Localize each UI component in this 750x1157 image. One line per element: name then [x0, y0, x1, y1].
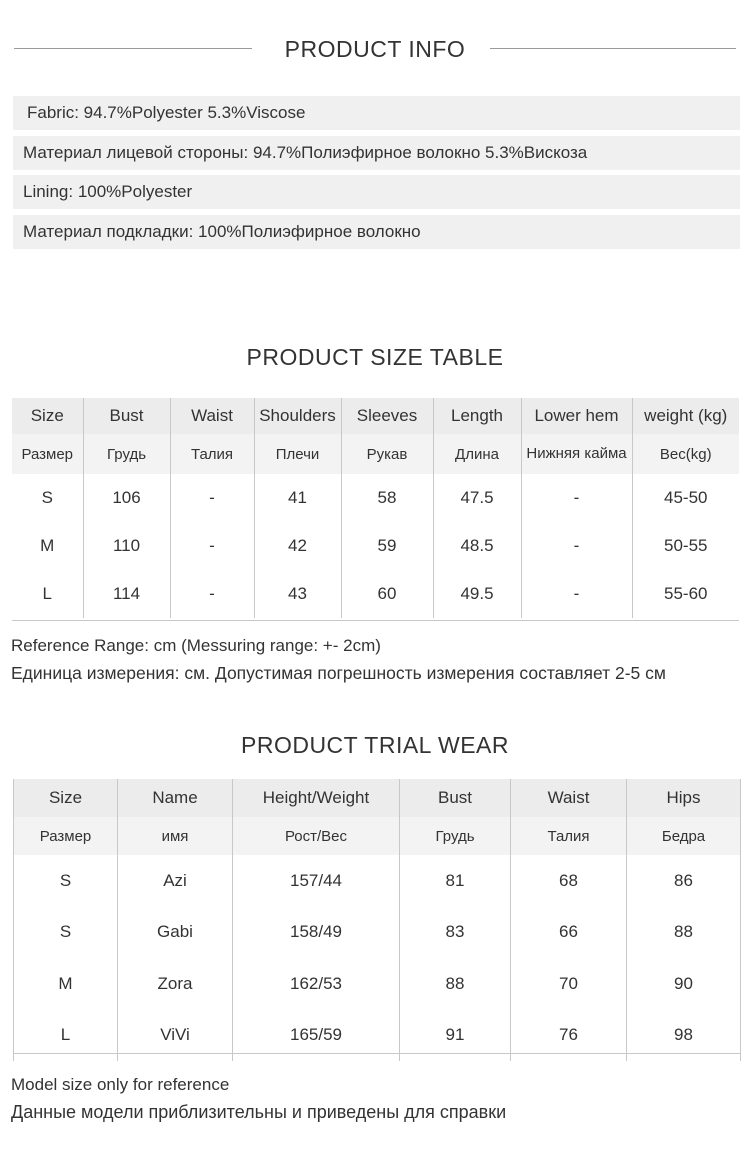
size-table-note-en: Reference Range: cm (Messuring range: +- 2cm) [11, 636, 381, 655]
col-header: Name [118, 779, 233, 817]
trial-note-en: Model size only for reference [11, 1075, 230, 1094]
table-cell: 47.5 [433, 474, 521, 522]
table-cell: 88 [400, 958, 511, 1009]
col-header-ru: Рост/Вес [233, 817, 400, 855]
table-cell: - [521, 570, 632, 618]
table-cell: - [170, 474, 254, 522]
size-table-header-en [12, 398, 739, 434]
col-header: Waist [170, 398, 254, 434]
table-cell: 165/59 [233, 1009, 400, 1061]
table-cell: 110 [83, 522, 170, 570]
table-cell: 49.5 [433, 570, 521, 618]
table-row [14, 906, 741, 958]
table-cell: Gabi [118, 906, 233, 958]
col-header: Waist [511, 779, 627, 817]
col-header: Size [14, 779, 118, 817]
col-header: weight (kg) [632, 398, 739, 434]
col-header: Bust [400, 779, 511, 817]
info-row-lining-ru: Материал подкладки: 100%Полиэфирное волокно [13, 215, 740, 249]
table-cell: 86 [674, 870, 693, 890]
table-row [14, 958, 741, 1009]
col-header-ru: Плечи [254, 434, 341, 474]
info-row-fabric-ru: Материал лицевой стороны: 94.7%Полиэфирное волокно 5.3%Вискоза [13, 136, 740, 170]
col-header-ru: Вес(kg) [632, 434, 739, 474]
col-header: Height/Weight [233, 779, 400, 817]
col-header-ru: Талия [511, 817, 627, 855]
table-cell: 106 [83, 474, 170, 522]
table-cell: M [14, 958, 118, 1009]
product-info-title: PRODUCT INFO [284, 36, 466, 62]
table-cell: - [521, 522, 632, 570]
table-cell: 43 [254, 570, 341, 618]
table-cell: - [521, 474, 632, 522]
trial-wear-table [13, 779, 741, 1061]
table-cell: 98 [674, 1025, 693, 1044]
table-cell: - [170, 570, 254, 618]
table-cell: 66 [511, 906, 627, 958]
col-header-ru: имя [118, 817, 233, 855]
col-header-ru: Рукав [341, 434, 433, 474]
table-cell: 83 [400, 906, 511, 958]
table-cell: 157/44 [233, 855, 400, 906]
col-header: Shoulders [254, 398, 341, 434]
table-cell: 70 [511, 958, 627, 1009]
table-cell: S [12, 474, 83, 522]
table-row [12, 474, 739, 522]
col-header: Hips [627, 779, 741, 817]
size-table [12, 398, 739, 618]
table-cell: 81 [400, 855, 511, 906]
table-cell: 41 [254, 474, 341, 522]
trial-wear-title: PRODUCT TRIAL WEAR [241, 732, 509, 758]
table-cell: S [14, 855, 118, 906]
table-cell: 91 [400, 1009, 511, 1061]
col-header: Size [12, 398, 83, 434]
table-cell: 88 [674, 922, 693, 941]
size-table-header-ru [12, 434, 739, 474]
col-header-ru: Размер [12, 434, 83, 474]
trial-table-header-ru [14, 817, 741, 855]
size-table-bottom-border [12, 620, 739, 621]
col-header: Length [433, 398, 521, 434]
table-cell: 50-55 [664, 536, 708, 555]
table-cell: Azi [118, 855, 233, 906]
table-cell: 114 [83, 570, 170, 618]
table-cell: 48.5 [433, 522, 521, 570]
table-cell: 45-50 [664, 488, 708, 507]
col-header-ru: Нижняя кайма [521, 434, 632, 474]
table-cell: - [170, 522, 254, 570]
table-cell: 76 [511, 1009, 627, 1061]
table-cell: 68 [511, 855, 627, 906]
table-cell: 158/49 [233, 906, 400, 958]
table-cell: Zora [118, 958, 233, 1009]
col-header-ru: Размер [14, 817, 118, 855]
table-cell: M [12, 522, 83, 570]
table-cell: 59 [341, 522, 433, 570]
table-cell: L [12, 570, 83, 618]
table-cell: 90 [674, 973, 693, 993]
table-cell: L [14, 1009, 118, 1061]
info-row-lining: Lining: 100%Polyester [13, 175, 740, 209]
table-cell: ViVi [118, 1009, 233, 1061]
size-table-title: PRODUCT SIZE TABLE [246, 344, 504, 370]
col-header: Bust [83, 398, 170, 434]
col-header-ru: Бедра [627, 817, 741, 855]
table-cell: 58 [341, 474, 433, 522]
col-header: Sleeves [341, 398, 433, 434]
trial-table-header-en [14, 779, 741, 817]
col-header-ru: Грудь [83, 434, 170, 474]
table-row [12, 522, 739, 570]
trial-table-bottom-border [13, 1053, 740, 1054]
table-cell: 55-60 [664, 584, 708, 603]
trial-note-ru: Данные модели приблизительны и приведены для справки [11, 1102, 507, 1122]
table-cell: 60 [341, 570, 433, 618]
table-cell: 162/53 [233, 958, 400, 1009]
size-table-note-ru: Единица измерения: см. Допустимая погрешность измерения составляет 2-5 см [11, 663, 666, 683]
table-cell: S [14, 906, 118, 958]
table-cell: 42 [254, 522, 341, 570]
table-row [12, 570, 739, 618]
info-row-fabric: Fabric: 94.7%Polyester 5.3%Viscose [13, 96, 740, 130]
table-row [14, 855, 741, 906]
col-header-ru: Длина [433, 434, 521, 474]
col-header-ru: Талия [170, 434, 254, 474]
col-header-ru: Грудь [400, 817, 511, 855]
col-header: Lower hem [521, 398, 632, 434]
